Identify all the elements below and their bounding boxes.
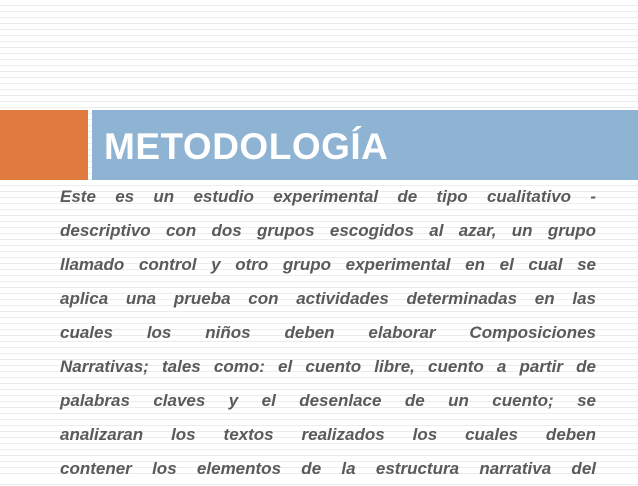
- slide-title: METODOLOGÍA: [104, 126, 389, 167]
- body-line: llamado control y otro grupo experimental en el cual se: [60, 255, 596, 274]
- body-line: cuales los niños deben elaborar Composiciones: [60, 323, 596, 342]
- title-band: [92, 110, 638, 180]
- title-bar: [0, 110, 638, 180]
- accent-block: [0, 110, 88, 180]
- body-line: contener los elementos de la estructura narrativa del: [60, 459, 596, 478]
- body-line: palabras claves y el desenlace de un cuento; se: [60, 391, 596, 410]
- slide-body: [60, 180, 596, 486]
- body-line: analizaran los textos realizados los cuales deben: [60, 425, 596, 444]
- body-line: descriptivo con dos grupos escogidos al azar, un grupo: [60, 221, 596, 240]
- body-line: Narrativas; tales como: el cuento libre, cuento a partir de: [60, 357, 596, 376]
- body-line: Este es un estudio experimental de tipo cualitativo -: [60, 187, 596, 206]
- body-line: aplica una prueba con actividades determinadas en las: [60, 289, 596, 308]
